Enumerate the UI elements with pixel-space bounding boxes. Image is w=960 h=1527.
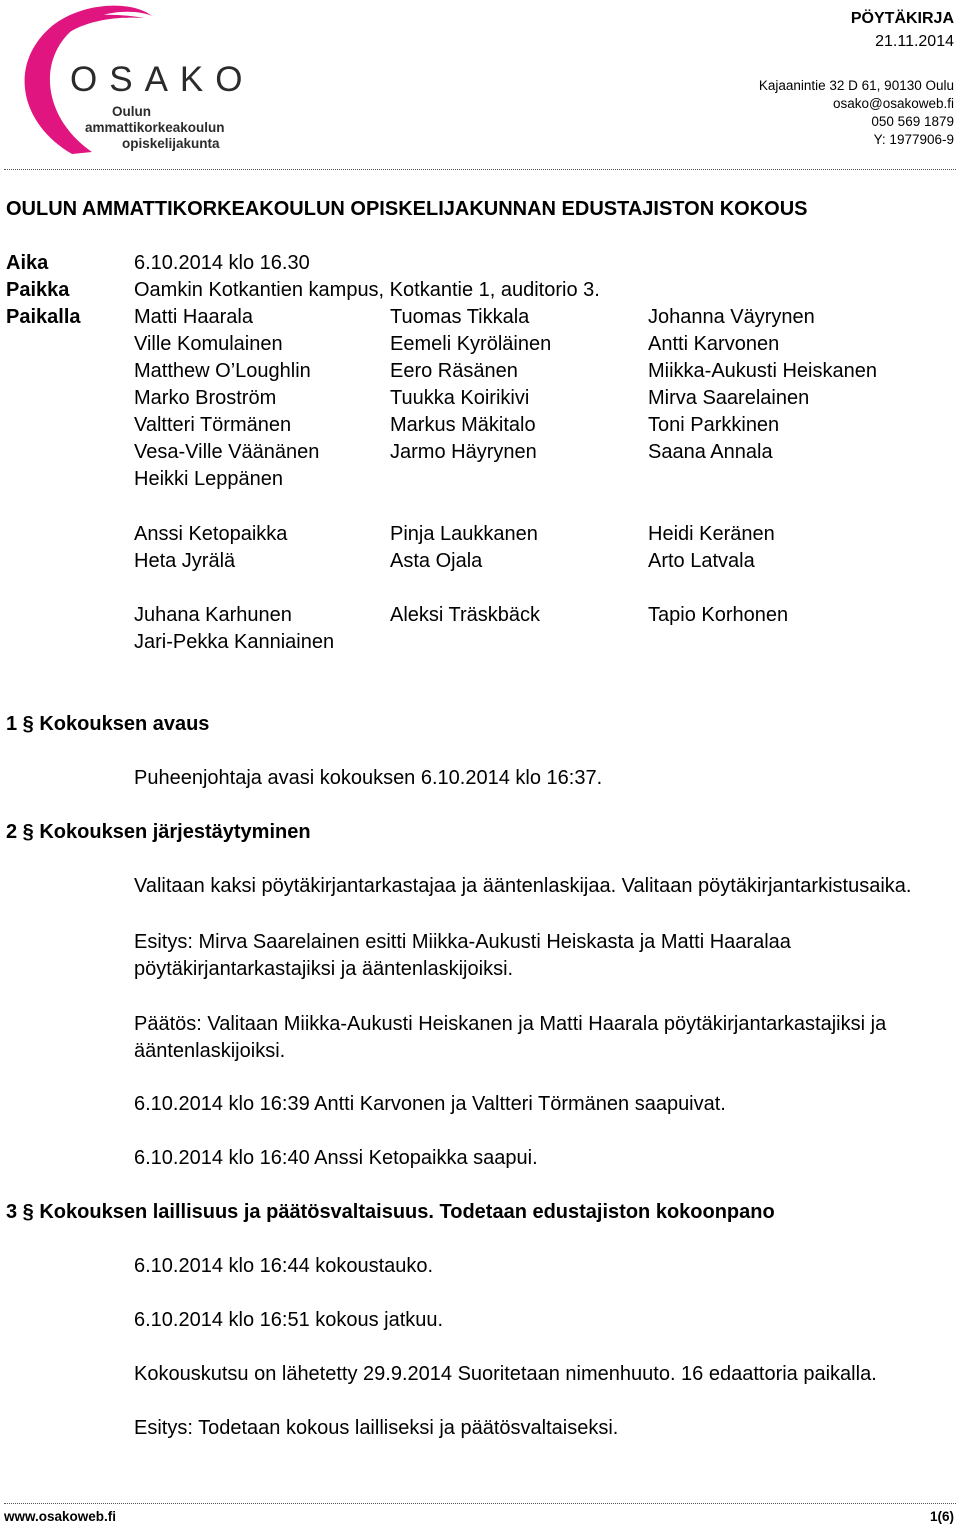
attendee: Jari-Pekka Kanniainen bbox=[134, 631, 335, 653]
footer-divider bbox=[4, 1503, 956, 1504]
section-2-text-1: Valitaan kaksi pöytäkirjantarkastajaa ja ääntenlaskijaa. Valitaan pöytäkirjantarkistusaika. bbox=[134, 875, 912, 897]
attendee: Arto Latvala bbox=[648, 550, 755, 572]
attendee: Anssi Ketopaikka bbox=[134, 523, 288, 545]
address: Kajaanintie 32 D 61, 90130 Oulu bbox=[758, 78, 954, 93]
present-label: Paikalla bbox=[6, 306, 81, 328]
business-id: Y: 1977906-9 bbox=[873, 132, 954, 147]
section-3-resume: 6.10.2014 klo 16:51 kokous jatkuu. bbox=[134, 1309, 444, 1331]
attendee: Jarmo Häyrynen bbox=[390, 441, 537, 463]
attendee: Heikki Leppänen bbox=[134, 468, 283, 490]
attendee: Vesa-Ville Väänänen bbox=[134, 441, 320, 463]
document-date: 21.11.2014 bbox=[875, 33, 954, 50]
section-heading-3: 3 § Kokouksen laillisuus ja päätösvaltaisuus. Todetaan edustajiston kokoonpano bbox=[6, 1201, 775, 1223]
document-type: PÖYTÄKIRJA bbox=[850, 10, 954, 27]
page-number: 1(6) bbox=[929, 1509, 954, 1524]
attendee: Toni Parkkinen bbox=[648, 414, 780, 436]
attendee: Juhana Karhunen bbox=[134, 604, 292, 626]
attendee: Matti Haarala bbox=[134, 306, 253, 328]
section-3-proposal: Esitys: Todetaan kokous lailliseksi ja päätösvaltaiseksi. bbox=[134, 1417, 619, 1439]
logo-line-1: Oulun bbox=[112, 104, 151, 119]
section-3-rollcall: Kokouskutsu on lähetetty 29.9.2014 Suoritetaan nimenhuuto. 16 edaattoria paikalla. bbox=[134, 1363, 877, 1385]
attendee: Marko Broström bbox=[134, 387, 277, 409]
time-label: Aika bbox=[6, 252, 49, 274]
phone-number: 050 569 1879 bbox=[871, 114, 954, 129]
attendee: Pinja Laukkanen bbox=[390, 523, 538, 545]
section-2-arrival-2: 6.10.2014 klo 16:40 Anssi Ketopaikka saapui. bbox=[134, 1147, 538, 1169]
attendee: Markus Mäkitalo bbox=[390, 414, 536, 436]
header-divider bbox=[4, 169, 956, 170]
attendee: Aleksi Träskbäck bbox=[390, 604, 541, 626]
section-2-proposal: Esitys: Mirva Saarelainen esitti Miikka-Aukusti Heiskasta ja Matti Haaralaa pöytäkirjantarkastajiksi ja ääntenlaskijoiksi. bbox=[134, 931, 791, 980]
attendee: Miikka-Aukusti Heiskanen bbox=[648, 360, 877, 382]
attendee: Heta Jyrälä bbox=[134, 550, 236, 572]
attendee: Ville Komulainen bbox=[134, 333, 283, 355]
logo-line-2: ammattikorkeakoulun bbox=[85, 120, 225, 135]
section-heading-1: 1 § Kokouksen avaus bbox=[6, 713, 210, 735]
attendee: Saana Annala bbox=[648, 441, 773, 463]
section-3-break: 6.10.2014 klo 16:44 kokoustauko. bbox=[134, 1255, 434, 1277]
section-heading-2: 2 § Kokouksen järjestäytyminen bbox=[6, 821, 311, 843]
section-2-decision: Päätös: Valitaan Miikka-Aukusti Heiskanen ja Matti Haarala pöytäkirjantarkastajiksi ja ääntenlaskijoiksi. bbox=[134, 1013, 887, 1062]
attendee: Valtteri Törmänen bbox=[134, 414, 292, 436]
place-label: Paikka bbox=[6, 279, 70, 301]
place-value: Oamkin Kotkantien kampus, Kotkantie 1, auditorio 3. bbox=[134, 279, 600, 301]
time-value: 6.10.2014 klo 16.30 bbox=[134, 252, 310, 274]
section-2-arrival-1: 6.10.2014 klo 16:39 Antti Karvonen ja Valtteri Törmänen saapuivat. bbox=[134, 1093, 726, 1115]
section-1-text: Puheenjohtaja avasi kokouksen 6.10.2014 klo 16:37. bbox=[134, 767, 603, 789]
attendee: Johanna Väyrynen bbox=[648, 306, 815, 328]
attendee: Tuomas Tikkala bbox=[390, 306, 530, 328]
website-link[interactable]: www.osakoweb.fi bbox=[4, 1509, 117, 1524]
attendee: Antti Karvonen bbox=[648, 333, 780, 355]
attendee: Matthew O’Loughlin bbox=[134, 360, 311, 382]
logo-line-3: opiskelijakunta bbox=[122, 136, 220, 151]
meeting-title: OULUN AMMATTIKORKEAKOULUN OPISKELIJAKUNNAN EDUSTAJISTON KOKOUS bbox=[6, 198, 808, 220]
email-link[interactable]: osako@osakoweb.fi bbox=[832, 96, 954, 111]
attendee: Asta Ojala bbox=[390, 550, 483, 572]
attendee: Heidi Keränen bbox=[648, 523, 775, 545]
logo-wordmark: OSAKO bbox=[70, 60, 255, 99]
attendee: Tuukka Koirikivi bbox=[390, 387, 530, 409]
attendee: Eemeli Kyröläinen bbox=[390, 333, 552, 355]
attendee: Tapio Korhonen bbox=[648, 604, 789, 626]
osako-logo bbox=[12, 4, 255, 156]
attendee: Eero Räsänen bbox=[390, 360, 518, 382]
attendee: Mirva Saarelainen bbox=[648, 387, 810, 409]
